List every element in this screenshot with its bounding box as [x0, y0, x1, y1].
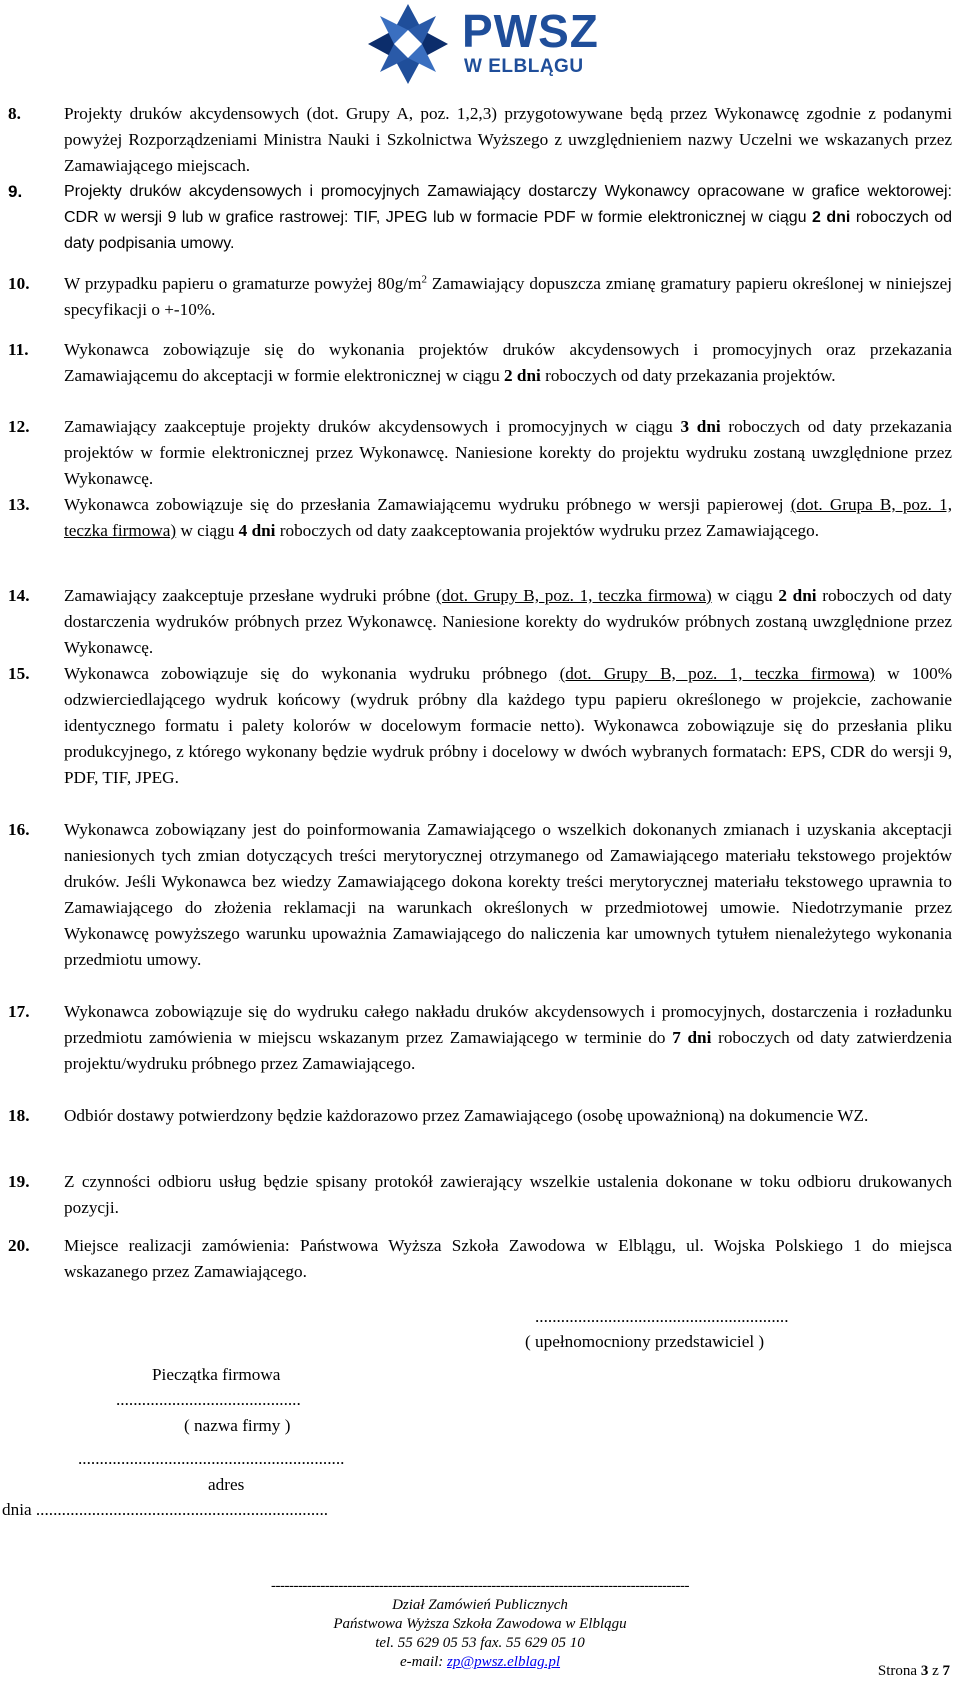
list-item-8 — [8, 101, 952, 179]
item-number: 15. — [8, 664, 30, 683]
item-number: 18. — [8, 1106, 30, 1125]
item-number: 10. — [8, 274, 30, 293]
firm-dots: ........................................... — [116, 1390, 301, 1409]
logo-sub-text: W ELBLĄGU — [464, 56, 584, 77]
stamp-label: Pieczątka firmowa — [152, 1365, 281, 1384]
footer-department: Dział Zamówień Publicznych — [392, 1597, 568, 1613]
item-text: Miejsce realizacji zamówienia: Państwowa Wyższa Szkoła Zawodowa w Elblągu, ul. Wojska Polskiego 1 do miejsca wskazanego przez Zamawiającego. — [64, 1236, 952, 1281]
list-item-13 — [8, 492, 952, 544]
page-footer — [0, 1577, 960, 1672]
list-item-10 — [8, 271, 952, 323]
list-item-17 — [8, 999, 952, 1077]
pwsz-logo — [366, 2, 606, 86]
list-item-20 — [8, 1233, 952, 1285]
item-text: Projekty druków akcydensowych i promocyjnych Zamawiający dostarczy Wykonawcy opracowane w grafice wektorowej: CDR w wersji 9 lub w grafice rastrowej: TIF, JPEG lub w formacie PDF w formie elektronicznej w ciągu 2 dni roboczych od daty podpisania umowy. — [64, 183, 953, 252]
item-text: W przypadku papieru o gramaturze powyżej $80g/m^2$ Zamawiający dopuszcza zmianę gramatury papieru określonej w niniejszej specyfikacji o +-10%. — [64, 273, 953, 319]
address-label: adres — [208, 1475, 245, 1494]
list-item-9 — [8, 179, 952, 257]
list-item-15 — [8, 661, 952, 791]
list-item-12 — [8, 414, 952, 492]
logo-main-text: PWSZ — [462, 5, 599, 57]
firm-label: ( nazwa firmy ) — [184, 1416, 291, 1435]
item-text: Projekty druków akcydensowych (dot. Grupy A, poz. 1,2,3) przygotowywane będą przez Wykonawcę zgodnie z podanymi powyżej Rozporządzeniami Ministra Nauki i Szkolnictwa Wyższego z uwzględnieniem nazwy Uczelni we wskazanych przez Zamawiającego miejscach. — [64, 104, 952, 175]
date-field: dnia .................................................................... — [2, 1500, 329, 1519]
item-number: 12. — [8, 417, 30, 436]
address-dots: .............................................................. — [78, 1449, 345, 1468]
list-item-11 — [8, 337, 952, 389]
item-number: 19. — [8, 1172, 30, 1191]
item-number: 9. — [8, 182, 23, 201]
item-text: Zamawiający zaakceptuje projekty druków akcydensowych i promocyjnych w ciągu 3 dni roboczych od daty przekazania projektów w formie elektronicznej przez Wykonawcę. Naniesione korekty do projektu wydruku zostaną uwzględnione przez Wykonawcę. — [64, 417, 952, 488]
footer-phone: tel. 55 629 05 53 fax. 55 629 05 10 — [375, 1635, 585, 1651]
list-item-14 — [8, 583, 952, 661]
item-number: 17. — [8, 1002, 30, 1021]
footer-rule: --------------------------------------------------------------------------------------------- — [270, 1578, 690, 1594]
item-text: Wykonawca zobowiązuje się do wydruku całego nakładu druków akcydensowych i promocyjnych, dostarczenia i rozładunku przedmiotu zamówienia w miejscu wskazanym przez Zamawiającego w terminie do 7 dni roboczych od daty zatwierdzenia projektu/wydruku próbnego przez Zamawiającego. — [64, 1002, 952, 1073]
item-number: 16. — [8, 820, 30, 839]
item-text: Wykonawca zobowiązuje się do przesłania Zamawiającemu wydruku próbnego w wersji papierowej (dot. Grupa B, poz. 1, teczka firmowa) w ciągu 4 dni roboczych od daty zaakceptowania projektów wydruku przez Zamawiającego. — [64, 495, 952, 540]
item-text: Wykonawca zobowiązuje się do wykonania wydruku próbnego (dot. Grupy B, poz. 1, teczka firmowa) w 100% odzwierciedlającego wydruk końcowy (wydruk próbny dla każdego typu papieru określonego w projekcie, zachowanie identycznego formatu i palety kolorów w docelowym formacie netto). Wykonawca zobowiązuje się do przesłania pliku produkcyjnego, z którego wykonany będzie wydruk próbny i docelowy w dwóch wybranych formatach: EPS, CDR do wersji 9, PDF, TIF, JPEG. — [64, 664, 953, 787]
item-number: 8. — [8, 104, 21, 123]
footer-email-line: e-mail: zp@pwsz.elblag.pl — [399, 1654, 561, 1670]
item-text: Wykonawca zobowiązany jest do poinformowania Zamawiającego o wszelkich dokonanych zmianach i uzyskania akceptacji naniesionych tych zmian dotyczących treści merytorycznej otrzymanego od Zamawiającego materiału tekstowego projektów druków. Jeśli Wykonawca bez wiedzy Zamawiającego dokona korekty treści merytorycznej materiału tekstowego uprawnia to Zamawiającego do złożenia reklamacji na warunkach określonych w przedmiotowej umowie. Niedotrzymanie przez Wykonawcę powyższego warunku upoważnia Zamawiającego do naliczenia kar umownych tytułem nienależytego wykonania przedmiotu umowy. — [64, 820, 952, 969]
item-text: Zamawiający zaakceptuje przesłane wydruki próbne (dot. Grupy B, poz. 1, teczka firmowa) w ciągu 2 dni roboczych od daty dostarczenia wydruków próbnych przez Wykonawcę. Naniesione korekty do wydruków próbnych zostaną uwzględnione przez Wykonawcę. — [64, 586, 952, 657]
page-number: Strona 3 z 7 — [877, 1663, 950, 1679]
list-item-19 — [8, 1169, 952, 1221]
item-text: Wykonawca zobowiązuje się do wykonania projektów druków akcydensowych i promocyjnych oraz przekazania Zamawiającemu do akceptacji w formie elektronicznej w ciągu 2 dni roboczych od daty przekazania projektów. — [64, 340, 952, 385]
email-link[interactable]: zp@pwsz.elblag.pl — [447, 1654, 561, 1670]
footer-institution: Państwowa Wyższa Szkoła Zawodowa w Elblągu — [333, 1616, 627, 1632]
item-text: Odbiór dostawy potwierdzony będzie każdorazowo przez Zamawiającego (osobę upoważnioną) na dokumencie WZ. — [64, 1106, 869, 1125]
list-item-18 — [8, 1103, 952, 1129]
signature-dots: ........................................................... — [535, 1307, 789, 1326]
item-number: 13. — [8, 495, 30, 514]
item-number: 14. — [8, 586, 30, 605]
list-item-16 — [8, 817, 952, 973]
item-number: 11. — [8, 340, 29, 359]
item-text: Z czynności odbioru usług będzie spisany protokół zawierający wszelkie ustalenia dokonane w toku odbioru drukowanych pozycji. — [64, 1172, 952, 1217]
representative-label: ( upełnomocniony przedstawiciel ) — [525, 1332, 765, 1351]
item-number: 20. — [8, 1236, 30, 1255]
